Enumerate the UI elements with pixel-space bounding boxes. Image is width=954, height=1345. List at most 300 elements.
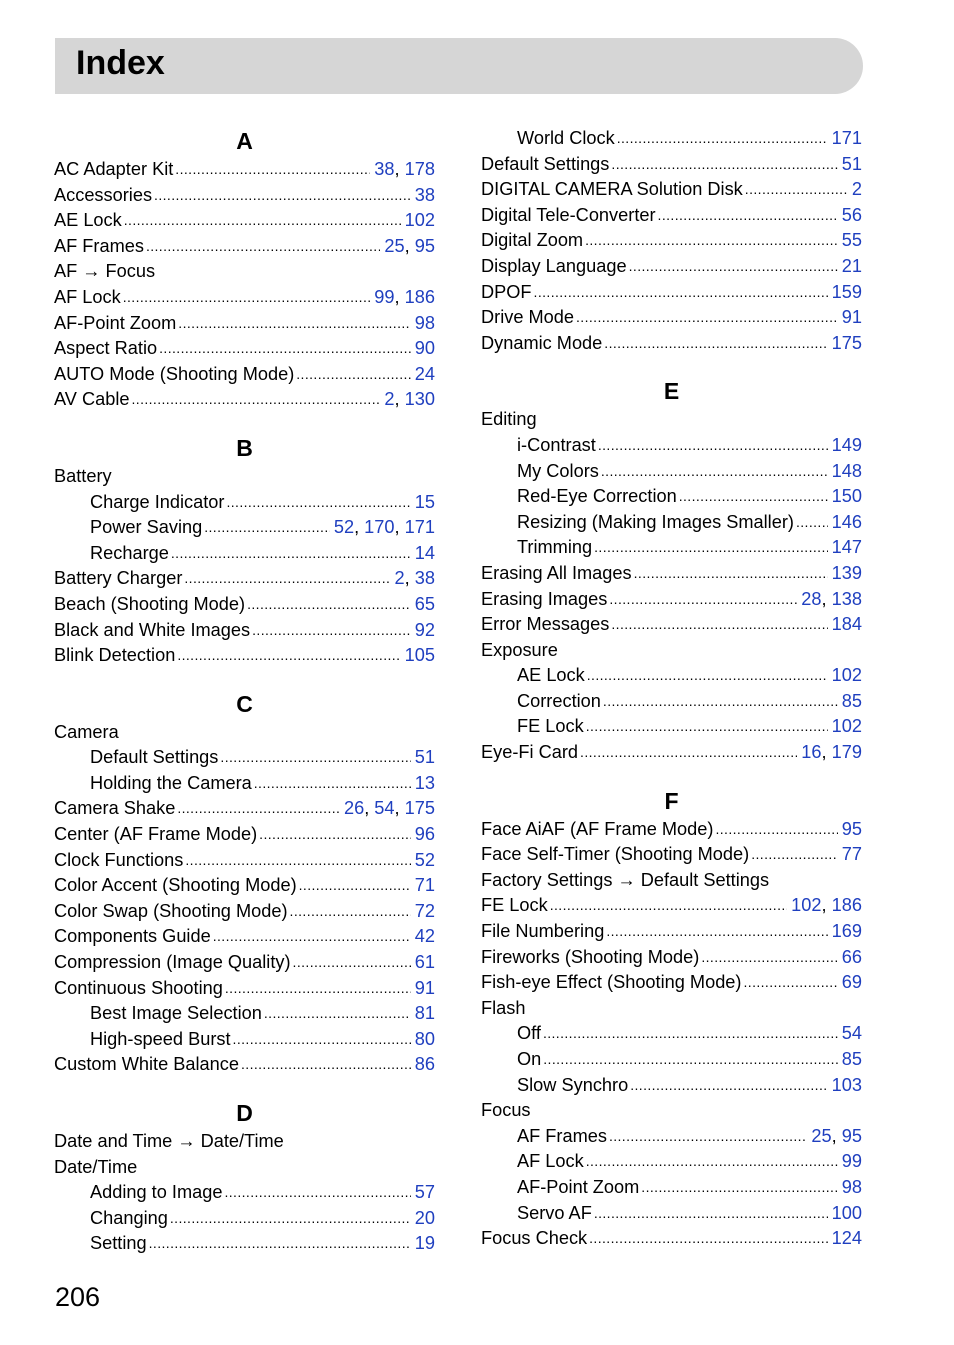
leader-dots	[609, 1124, 807, 1150]
page-refs	[832, 280, 862, 306]
entry-term: AV Cable	[54, 389, 130, 410]
page-link[interactable]: 95	[841, 818, 862, 839]
leader-dots	[543, 1047, 838, 1073]
page-link[interactable]: 99	[374, 286, 395, 307]
entry-term: Clock Functions	[54, 849, 184, 870]
index-subentry	[481, 1073, 862, 1099]
index-subentry	[54, 1027, 435, 1053]
page-refs	[415, 924, 435, 950]
index-entry	[54, 873, 435, 899]
page-refs	[832, 484, 862, 510]
page-link[interactable]: 25	[811, 1125, 832, 1146]
leader-dots	[204, 515, 330, 541]
leader-dots	[679, 484, 828, 510]
page-link[interactable]: 171	[404, 517, 435, 538]
page-link[interactable]: 2	[394, 568, 405, 589]
entry-term: AF Frames	[54, 235, 144, 256]
page-link[interactable]: 105	[404, 645, 435, 666]
index-entry	[481, 280, 862, 306]
leader-dots	[264, 1001, 411, 1027]
index-entry	[481, 1226, 862, 1252]
entry-term: AF → Focus	[54, 261, 156, 282]
index-entry	[54, 848, 435, 874]
page-link[interactable]: 72	[414, 900, 435, 921]
index-column-right	[481, 126, 862, 1252]
index-entry	[54, 259, 435, 285]
leader-dots	[796, 510, 828, 536]
index-entry	[54, 464, 435, 490]
index-entry	[481, 254, 862, 280]
entry-term: Center (AF Frame Mode)	[54, 824, 258, 845]
leader-dots	[594, 1201, 828, 1227]
page-link[interactable]: 91	[414, 977, 435, 998]
leader-dots	[629, 254, 838, 280]
leader-dots	[254, 771, 411, 797]
index-entry	[54, 183, 435, 209]
leader-dots	[606, 919, 827, 945]
entry-term: DPOF	[481, 281, 532, 302]
entry-term: Power Saving	[90, 517, 203, 538]
section-letter-a: A	[236, 128, 253, 154]
entry-term: Editing	[481, 409, 537, 430]
index-entry	[481, 919, 862, 945]
leader-dots	[293, 950, 411, 976]
section-letter-d: D	[236, 1100, 253, 1126]
page-link[interactable]: 103	[831, 1074, 862, 1095]
page-link[interactable]: 99	[841, 1151, 862, 1172]
leader-dots	[170, 1206, 411, 1232]
page-refs	[852, 177, 862, 203]
page-refs	[832, 714, 862, 740]
page-link[interactable]: 170	[364, 517, 395, 538]
entry-term: Exposure	[481, 639, 558, 660]
index-entry	[481, 407, 862, 433]
page-refs	[832, 459, 862, 485]
entry-term: AUTO Mode (Shooting Mode)	[54, 363, 295, 384]
page-refs	[415, 1206, 435, 1232]
page-link[interactable]: 96	[414, 824, 435, 845]
page-link[interactable]: 81	[414, 1003, 435, 1024]
page-refs	[842, 689, 862, 715]
entry-term: Digital Zoom	[481, 230, 584, 251]
entry-term: FE Lock	[481, 895, 548, 916]
entry-term: File Numbering	[481, 921, 605, 942]
page-link[interactable]: 56	[841, 204, 862, 225]
index-subentry	[54, 1180, 435, 1206]
page-link[interactable]: 102	[831, 716, 862, 737]
leader-dots	[585, 228, 838, 254]
entry-term: Erasing Images	[481, 588, 608, 609]
leader-dots	[586, 714, 828, 740]
leader-dots	[611, 612, 827, 638]
entry-term: Default Settings	[90, 747, 219, 768]
page-refs	[842, 817, 862, 843]
page-refs	[832, 919, 862, 945]
index-entry	[54, 387, 435, 413]
page-refs	[842, 1149, 862, 1175]
leader-dots	[611, 152, 837, 178]
index-entry	[481, 612, 862, 638]
leader-dots	[175, 157, 370, 183]
index-subentry	[481, 1021, 862, 1047]
page-link[interactable]: 98	[841, 1176, 862, 1197]
page-link[interactable]: 51	[414, 747, 435, 768]
entry-term: AF Lock	[54, 286, 121, 307]
page-refs	[832, 433, 862, 459]
leader-dots	[543, 1021, 838, 1047]
page-link[interactable]: 38	[414, 568, 435, 589]
entry-term: Factory Settings → Default Settings	[481, 869, 770, 890]
page-link[interactable]: 95	[414, 235, 435, 256]
page-refs	[415, 1231, 435, 1257]
page-link[interactable]: 86	[414, 1054, 435, 1075]
page-link[interactable]: 51	[841, 153, 862, 174]
leader-dots	[177, 796, 340, 822]
page-link[interactable]: 20	[414, 1207, 435, 1228]
leader-dots	[213, 924, 411, 950]
page-link[interactable]: 85	[841, 690, 862, 711]
page-link[interactable]: 175	[831, 332, 862, 353]
page-link[interactable]: 179	[831, 742, 862, 763]
page-refs	[415, 592, 435, 618]
page-refs	[415, 848, 435, 874]
page-link[interactable]: 16	[801, 742, 822, 763]
page-link[interactable]: 90	[414, 338, 435, 359]
page-link[interactable]: 61	[414, 952, 435, 973]
index-entry	[54, 157, 435, 183]
page-link[interactable]: 100	[831, 1202, 862, 1223]
page-refs	[842, 305, 862, 331]
page-link[interactable]: 77	[841, 844, 862, 865]
index-entry	[54, 796, 435, 822]
entry-term: Adding to Image	[90, 1182, 223, 1203]
page-refs	[832, 535, 862, 561]
leader-dots	[178, 311, 410, 337]
leader-dots	[233, 1027, 411, 1053]
entry-term: Blink Detection	[54, 645, 176, 666]
index-entry	[481, 893, 862, 919]
entry-term: Camera	[54, 721, 119, 742]
page-separator: ,	[404, 568, 415, 589]
page-refs	[832, 331, 862, 357]
index-entry	[481, 177, 862, 203]
page-link[interactable]: 184	[831, 614, 862, 635]
leader-dots	[224, 1180, 410, 1206]
page-link[interactable]: 19	[414, 1233, 435, 1254]
section-gap	[481, 766, 862, 786]
entry-term: DIGITAL CAMERA Solution Disk	[481, 179, 743, 200]
page-link[interactable]: 71	[414, 875, 435, 896]
entry-term: Components Guide	[54, 926, 211, 947]
page-refs	[415, 183, 435, 209]
index-entry	[54, 822, 435, 848]
index-subentry	[481, 433, 862, 459]
page-link[interactable]: 102	[831, 665, 862, 686]
page-link[interactable]: 54	[374, 798, 395, 819]
entry-term: Black and White Images	[54, 619, 251, 640]
page-refs	[415, 1052, 435, 1078]
page-refs	[384, 387, 435, 413]
index-subentry	[481, 1175, 862, 1201]
section-gap	[54, 413, 435, 433]
page-link[interactable]: 14	[414, 542, 435, 563]
page-refs	[395, 566, 435, 592]
page-refs	[415, 336, 435, 362]
leader-dots	[184, 566, 390, 592]
entry-term: FE Lock	[517, 716, 584, 737]
page-refs	[415, 950, 435, 976]
index-subentry	[481, 689, 862, 715]
section-letter-b: B	[236, 434, 253, 461]
section-letter-c: C	[236, 690, 253, 717]
page-title: Index	[76, 44, 165, 82]
index-entry	[54, 208, 435, 234]
entry-term: Color Swap (Shooting Mode)	[54, 900, 288, 921]
index-subentry	[481, 1124, 862, 1150]
page-separator: ,	[394, 389, 405, 410]
page-link[interactable]: 52	[414, 849, 435, 870]
leader-dots	[576, 305, 838, 331]
leader-dots	[587, 663, 828, 689]
index-entry	[54, 234, 435, 260]
page-refs	[405, 643, 435, 669]
page-link[interactable]: 21	[841, 255, 862, 276]
page-link[interactable]: 52	[333, 517, 355, 538]
entry-term: Beach (Shooting Mode)	[54, 593, 246, 614]
leader-dots	[241, 1052, 411, 1078]
index-subentry	[481, 535, 862, 561]
entry-term: Changing	[90, 1207, 168, 1228]
index-entry	[54, 362, 435, 388]
entry-term: Setting	[90, 1233, 147, 1254]
index-entry	[481, 1098, 862, 1124]
page-link[interactable]: 138	[831, 588, 862, 609]
page-link[interactable]: 102	[791, 895, 822, 916]
page-link[interactable]: 13	[414, 772, 435, 793]
entry-term: Servo AF	[517, 1202, 592, 1223]
leader-dots	[177, 643, 400, 669]
leader-dots	[171, 541, 411, 567]
page-refs	[842, 203, 862, 229]
page-refs	[415, 771, 435, 797]
entry-term: Correction	[517, 690, 601, 711]
page-link[interactable]: 146	[831, 511, 862, 532]
page-refs	[415, 490, 435, 516]
page-refs	[415, 976, 435, 1002]
index-subentry	[54, 490, 435, 516]
entry-term: Fireworks (Shooting Mode)	[481, 946, 700, 967]
page-refs	[842, 970, 862, 996]
page-refs	[832, 612, 862, 638]
entry-term: Date/Time	[54, 1156, 138, 1177]
page-link[interactable]: 95	[841, 1125, 862, 1146]
entry-term: Battery	[54, 465, 112, 486]
index-subentry	[54, 745, 435, 771]
page-link[interactable]: 55	[841, 230, 862, 251]
index-subentry	[54, 515, 435, 541]
page-refs	[415, 1001, 435, 1027]
leader-dots	[745, 177, 848, 203]
page-refs	[415, 541, 435, 567]
page-link[interactable]: 148	[831, 460, 862, 481]
page-link[interactable]: 102	[404, 210, 435, 231]
leader-dots	[299, 873, 411, 899]
page-link[interactable]: 54	[841, 1023, 862, 1044]
page-link[interactable]: 2	[384, 389, 395, 410]
page-refs	[415, 899, 435, 925]
leader-dots	[601, 459, 828, 485]
index-entry	[54, 285, 435, 311]
page-link[interactable]: 147	[831, 537, 862, 558]
leader-dots	[131, 387, 380, 413]
page-refs	[842, 1021, 862, 1047]
page-refs	[415, 1027, 435, 1053]
index-subentry	[54, 771, 435, 797]
page-link[interactable]: 130	[404, 389, 435, 410]
index-subentry	[481, 663, 862, 689]
entry-term: Display Language	[481, 255, 627, 276]
section-gap	[481, 356, 862, 376]
page-link[interactable]: 65	[414, 593, 435, 614]
page-link[interactable]: 57	[414, 1182, 435, 1203]
leader-dots	[609, 587, 797, 613]
leader-dots	[159, 336, 411, 362]
page-link[interactable]: 85	[841, 1049, 862, 1069]
page-refs	[842, 1047, 862, 1073]
page-refs	[415, 822, 435, 848]
entry-term: AE Lock	[517, 665, 585, 686]
page-separator: ,	[394, 159, 405, 179]
index-entry	[54, 643, 435, 669]
page-link[interactable]: 150	[831, 486, 862, 507]
index-entry	[481, 868, 862, 894]
page-link[interactable]: 2	[851, 179, 862, 200]
section-letter-f: F	[664, 787, 679, 814]
index-subentry	[481, 714, 862, 740]
page-refs	[832, 1226, 862, 1252]
page-link[interactable]: 24	[414, 363, 435, 384]
page-link[interactable]: 38	[414, 184, 435, 205]
leader-dots	[580, 740, 797, 766]
leader-dots	[630, 1073, 827, 1099]
entry-term: Digital Tele-Converter	[481, 204, 656, 225]
page-refs	[801, 740, 862, 766]
entry-term: Eye-Fi Card	[481, 742, 579, 763]
entry-term: Face Self-Timer (Shooting Mode)	[481, 844, 750, 865]
page-refs	[415, 873, 435, 899]
page-separator: ,	[821, 895, 832, 916]
leader-dots	[743, 970, 837, 996]
page-link[interactable]: 92	[414, 619, 435, 640]
index-entry	[54, 1155, 435, 1181]
leader-dots	[220, 745, 410, 771]
index-subentry	[481, 1149, 862, 1175]
page-refs	[374, 285, 435, 311]
page-link[interactable]: 169	[831, 921, 862, 942]
page-link[interactable]: 38	[374, 159, 395, 179]
leader-dots	[123, 285, 371, 311]
entry-term: AE Lock	[54, 210, 122, 231]
page-link[interactable]: 80	[414, 1028, 435, 1049]
index-entry	[481, 842, 862, 868]
index-entry	[481, 228, 862, 254]
index-entry	[481, 996, 862, 1022]
page-link[interactable]: 42	[414, 926, 435, 947]
index-subentry	[481, 459, 862, 485]
page-refs	[811, 1124, 862, 1150]
page-refs	[415, 1180, 435, 1206]
section-gap	[54, 1078, 435, 1098]
page-link[interactable]: 171	[831, 128, 862, 148]
page-link[interactable]: 26	[343, 798, 365, 819]
entry-term: Red-Eye Correction	[517, 486, 677, 507]
leader-dots	[226, 490, 410, 516]
index-entry	[54, 720, 435, 746]
page-link[interactable]: 186	[831, 895, 862, 916]
leader-dots	[252, 618, 411, 644]
page-link[interactable]: 66	[841, 946, 862, 967]
leader-dots	[658, 203, 838, 229]
leader-dots	[751, 842, 838, 868]
page-link[interactable]: 124	[831, 1228, 862, 1249]
entry-term: Default Settings	[481, 153, 610, 174]
page-link[interactable]: 175	[404, 798, 435, 819]
page-link[interactable]: 69	[841, 972, 862, 993]
page-separator: ,	[821, 742, 832, 763]
page-link[interactable]: 98	[414, 312, 435, 333]
page-link[interactable]: 159	[831, 281, 862, 302]
page-refs	[832, 561, 862, 587]
page-link[interactable]: 139	[831, 562, 862, 583]
page-refs	[344, 796, 435, 822]
entry-term: Drive Mode	[481, 307, 574, 328]
entry-term: Battery Charger	[54, 568, 183, 589]
page-refs	[842, 228, 862, 254]
entry-term: Face AiAF (AF Frame Mode)	[481, 818, 714, 839]
index-entry	[481, 817, 862, 843]
page-separator: ,	[354, 517, 365, 538]
entry-term: Flash	[481, 997, 526, 1018]
index-column-left	[54, 126, 435, 1257]
leader-dots	[634, 561, 828, 587]
page-link[interactable]: 149	[831, 434, 862, 455]
index-subentry	[481, 484, 862, 510]
index-entry	[54, 592, 435, 618]
entry-term: Accessories	[54, 184, 153, 205]
leader-dots	[154, 183, 411, 209]
entry-term: AF Frames	[517, 1125, 607, 1146]
page-refs	[842, 945, 862, 971]
page-link[interactable]: 15	[414, 491, 435, 512]
page-number: 206	[55, 1282, 101, 1312]
leader-dots	[598, 433, 828, 459]
index-subentry	[54, 1206, 435, 1232]
page-link[interactable]: 28	[801, 588, 822, 609]
page-refs	[791, 893, 862, 919]
index-entry	[481, 331, 862, 357]
index-entry	[481, 587, 862, 613]
page-link[interactable]: 25	[384, 235, 405, 256]
page-refs	[405, 208, 435, 234]
page-link[interactable]: 178	[404, 159, 435, 179]
page-separator: ,	[394, 517, 405, 538]
entry-term: Dynamic Mode	[481, 332, 603, 353]
page-separator: ,	[364, 798, 375, 819]
leader-dots	[146, 234, 380, 260]
leader-dots	[617, 126, 828, 152]
page-link[interactable]: 91	[841, 307, 862, 328]
page-link[interactable]: 186	[404, 286, 435, 307]
